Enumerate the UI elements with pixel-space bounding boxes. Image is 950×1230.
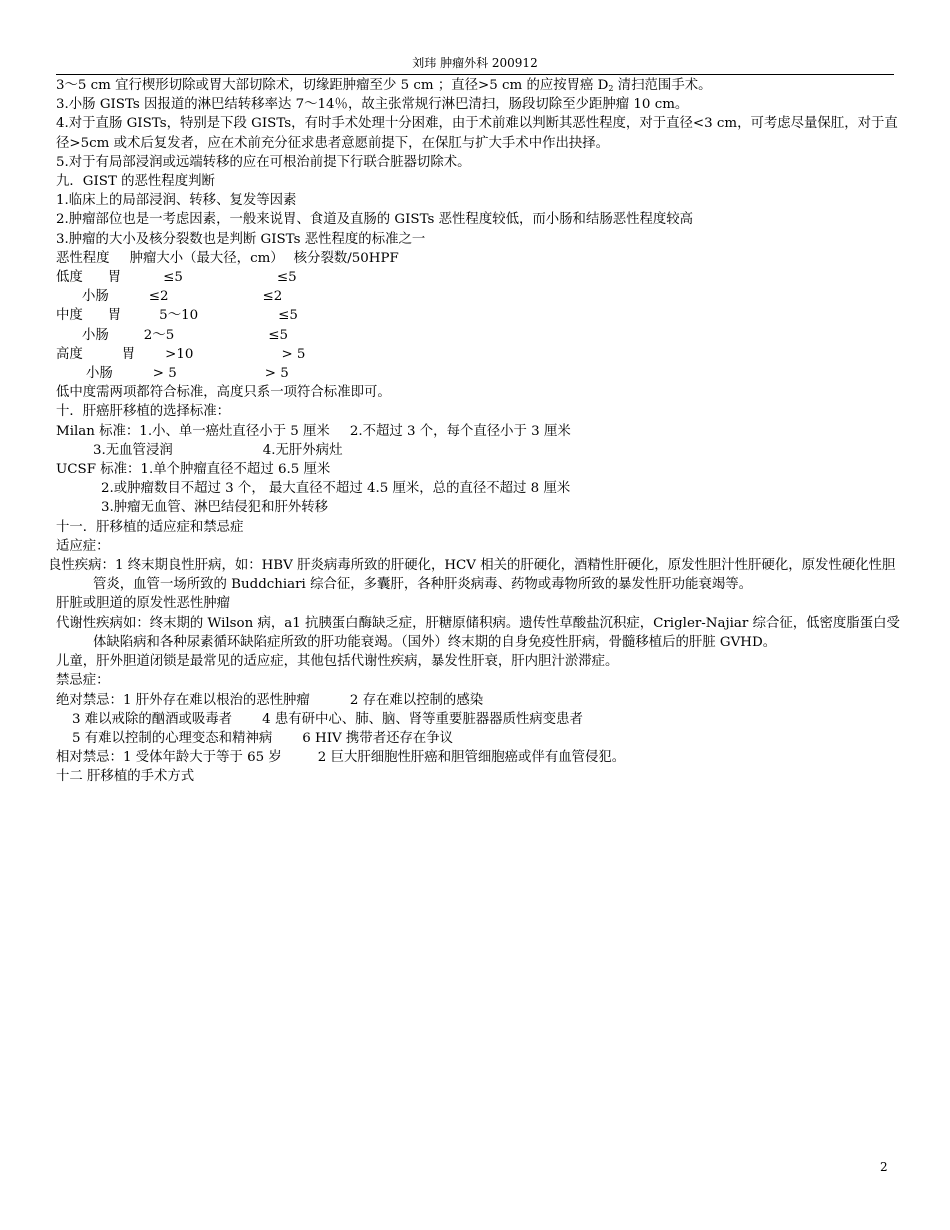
paragraph-stomach-resection: 3～5 cm 宜行楔形切除或胃大部切除术，切缘距肿瘤至少 5 cm ；直径>5 cm 的应按胃癌 $D_2$ 清扫范围手术。 — [56, 78, 712, 93]
grade-table-row: 高度 胃 >10 > 5 — [56, 346, 306, 362]
ucsf-criteria: 2.或肿瘤数目不超过 3 个， 最大直径不超过 4.5 厘米，总的直径不超过 8 厘米 — [101, 481, 571, 497]
list-item-2: 2.肿瘤部位也是一考虑因素，一般来说胃、食道及直肠的 GISTs 恶性程度较低，而小肠和结肠恶性程度较高 — [56, 212, 694, 228]
section-heading-10: 十．肝癌肝移植的选择标准： — [56, 404, 231, 420]
metabolic-diseases: 代谢性疾病如：终末期的 Wilson 病，a1 抗胰蛋白酶缺乏症，肝糖原储积病。遗传性草酸盐沉积症，Crigler-Najiar 综合征，低密度脂蛋白受体缺陷病和各种尿素循环缺陷症所致的肝功能衰竭。（国外）终末期的自身免疫性肝病，骨髓移植后的肝脏 GVHD。 — [56, 615, 900, 650]
absolute-contraindications: 3 难以戒除的酗酒或吸毒者 4 患有研中心、肺、脑、肾等重要脏器器质性病变患者 — [72, 711, 583, 727]
grade-table-row: 中度 胃 5～10 ≤5 — [56, 308, 298, 324]
list-item-3: 3.肿瘤的大小及核分裂数也是判断 GISTs 恶性程度的标准之一 — [56, 231, 426, 247]
grade-table-row: 小肠 ≤2 ≤2 — [82, 289, 283, 305]
section-heading-9: 九．GIST 的恶性程度判断 — [56, 174, 215, 190]
contraindications-label: 禁忌症： — [56, 673, 110, 689]
absolute-contraindications: 绝对禁忌：1 肝外存在难以根治的恶性肿瘤 2 存在难以控制的感染 — [56, 692, 484, 708]
section-heading-11: 十一．肝移植的适应症和禁忌症 — [56, 519, 244, 535]
milan-criteria: 3.无血管浸润 4.无肝外病灶 — [93, 442, 343, 458]
paragraph-rectum: 4.对于直肠 GISTs，特别是下段 GISTs，有时手术处理十分困难，由于术前难以判断其恶性程度，对于直径<3 cm，可考虑尽量保肛，对于直径>5cm 或术后复发者，应在术前充分征求患者意愿前提下，在保肛与扩大手术中作出抉择。 — [56, 116, 898, 151]
section-heading-12: 十二 肝移植的手术方式 — [56, 769, 195, 785]
grade-table-row: 小肠 > 5 > 5 — [86, 366, 289, 382]
benign-diseases: 良性疾病：1 终末期良性肝病，如：HBV 肝炎病毒所致的肝硬化，HCV 相关的肝硬化，酒精性肝硬化，原发性胆汁性肝硬化，原发性硬化性胆管炎，血管一场所致的 Buddchiari 综合征，多囊肝，各种肝炎病毒、药物或毒物所致的暴发性肝功能衰竭等。 — [48, 558, 896, 593]
paragraph-small-intestine: 3.小肠 GISTs 因报道的淋巴结转移率达 7～14％，故主张常规行淋巴清扫，肠段切除至少距肿瘤 10 cm。 — [56, 97, 689, 113]
indications-label: 适应症： — [56, 538, 110, 554]
absolute-contraindications: 5 有难以控制的心理变态和精神病 6 HIV 携带者还存在争议 — [72, 730, 454, 746]
malignant-tumors: 肝脏或胆道的原发性恶性肿瘤 — [56, 596, 231, 612]
ucsf-criteria: 3.肿瘤无血管、淋巴结侵犯和肝外转移 — [101, 500, 329, 516]
page-number: 2 — [880, 1160, 888, 1174]
ucsf-criteria: UCSF 标准：1.单个肿瘤直径不超过 6.5 厘米 — [56, 462, 331, 478]
relative-contraindications: 相对禁忌：1 受体年龄大于等于 65 岁 2 巨大肝细胞性肝癌和胆管细胞癌或伴有血管侵犯。 — [56, 750, 626, 766]
header-rule — [56, 74, 894, 75]
grade-table-row: 小肠 2～5 ≤5 — [82, 327, 288, 343]
grade-table-header: 恶性程度 肿瘤大小（最大径，cm） 核分裂数/50HPF — [56, 250, 399, 266]
grade-table-row: 低度 胃 ≤5 ≤5 — [56, 270, 297, 286]
grade-table-note: 低中度需两项都符合标准，高度只系一项符合标准即可。 — [56, 385, 391, 401]
page-header: 刘玮 肿瘤外科 200912 — [412, 56, 538, 70]
pediatric-indications: 儿童，肝外胆道闭锁是最常见的适应症，其他包括代谢性疾病，暴发性肝衰，肝内胆汁淤滞症。 — [56, 654, 619, 670]
list-item-1: 1.临床上的局部浸润、转移、复发等因素 — [56, 193, 297, 209]
document-body — [48, 76, 901, 787]
milan-criteria: Milan 标准：1.小、单一癌灶直径小于 5 厘米 2.不超过 3 个，每个直径小于 3 厘米 — [56, 423, 571, 439]
paragraph-combined-resection: 5.对于有局部浸润或远端转移的应在可根治前提下行联合脏器切除术。 — [56, 154, 471, 170]
